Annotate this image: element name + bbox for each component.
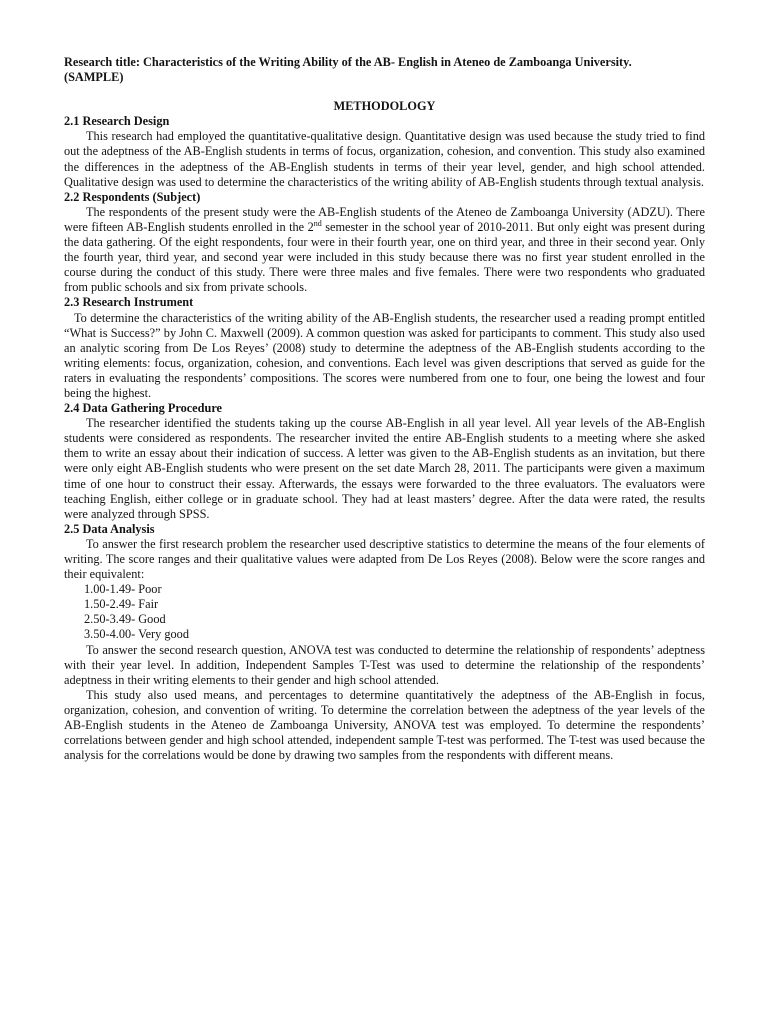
sample-label: (SAMPLE) — [64, 70, 124, 85]
section-heading-research-design: 2.1 Research Design — [64, 114, 170, 129]
paragraph-respondents — [64, 205, 705, 296]
methodology-heading: METHODOLOGY — [333, 99, 436, 114]
section-heading-data-gathering: 2.4 Data Gathering Procedure — [64, 401, 223, 416]
paragraph-research-instrument: To determine the characteristics of the writing ability of the AB-English students, the researcher used a reading prompt entitled “What is Success?” by John C. Maxwell (2009). A common question was asked for participants to comment. This study also used an analytic scoring from De Los Reyes’ (2008) study to determine the adeptness of the AB-English students according to the writing elements: focus, organization, cohesion, and conventions. Each level was given descriptions that served as guide for the raters in evaluating the respondents’ compositions. The scores were numbered from one to four, one being the lowest and four being the highest. — [64, 310, 705, 400]
score-range-item: 2.50-3.49- Good — [84, 612, 166, 627]
paragraph-research-design: This research had employed the quantitative-qualitative design. Quantitative design was used because the study tried to find out the adeptness of the AB-English students in terms of focus, organization, cohesion, and convention. This study also examined the differences in the adeptness of the AB-English students in terms of their year level, gender, and high school attended. Qualitative design was used to determine the characteristics of the writing ability of AB-English students through textual analysis. — [64, 129, 705, 189]
respondents-text-a: The respondents of the present study were the AB-English students of the Ateneo de Zamboanga University (ADZU). There were fifteen AB-English students enrolled in the 2 — [64, 204, 705, 234]
section-heading-respondents: 2.2 Respondents (Subject) — [64, 189, 201, 204]
paragraph-data-analysis-3: This study also used means, and percentages to determine quantitatively the adeptness of the AB-English in focus, organization, cohesion, and convention of writing. To determine the correlation between the adeptness of the year levels of the AB-English students in the Ateneo de Zamboanga University, ANOVA test was employed. To determine the respondents’ correlations between gender and high school attended, independent sample T-test was performed. The T-test was used because the analysis for the correlations would be done by drawing two samples from the respondents with different means. — [64, 687, 705, 763]
section-heading-research-instrument: 2.3 Research Instrument — [64, 295, 194, 310]
score-range-item: 1.00-1.49- Poor — [84, 582, 162, 597]
respondents-text-b: semester in the school year of 2010-2011. But only eight was present during the data gathering. Of the eight respondents, four were in their fourth year, one on third year, and three in their second year. Only the fourth year, third year, and second year were included in this study because there was no first year student enrolled in the course during the conduct of this study. There were three males and five females. There were two respondents who graduated from public schools and six from private schools. — [64, 219, 706, 295]
ordinal-suffix: nd — [313, 218, 322, 228]
score-range-item: 3.50-4.00- Very good — [84, 627, 189, 642]
paragraph-data-analysis-2: To answer the second research question, ANOVA test was conducted to determine the relationship of respondents’ adeptness with their year level. In addition, Independent Samples T-Test was used to determine the relationship of the respondents’ adeptness in their writing elements to their gender and high school attended. — [64, 642, 705, 687]
score-range-item: 1.50-2.49- Fair — [84, 597, 159, 612]
research-title: Research title: Characteristics of the Writing Ability of the AB- English in Ateneo de Zamboanga University. — [64, 55, 632, 69]
score-range-list — [64, 582, 705, 642]
paragraph-data-analysis-1: To answer the first research problem the researcher used descriptive statistics to determine the means of the four elements of writing. The score ranges and their qualitative values were adapted from De Los Reyes (2008). Below were the score ranges and their equivalent: — [64, 536, 705, 582]
paragraph-data-gathering: The researcher identified the students taking up the course AB-English in all year level. All year levels of the AB-English students were considered as respondents. The researcher invited the entire AB-English students to a meeting where she asked them to write an essay about their indication of success. A letter was given to the AB-English students as an invitation, but there were only eight AB-English students who were present on the set date March 28, 2011. The participants were given a maximum time of one hour to construct their essay. Afterwards, the essays were forwarded to the three evaluators. The evaluators were teaching English, either college or in graduate school. They had at least masters’ degree. After the data were rated, the results were analyzed through SPSS. — [64, 416, 705, 521]
section-heading-data-analysis: 2.5 Data Analysis — [64, 521, 155, 536]
